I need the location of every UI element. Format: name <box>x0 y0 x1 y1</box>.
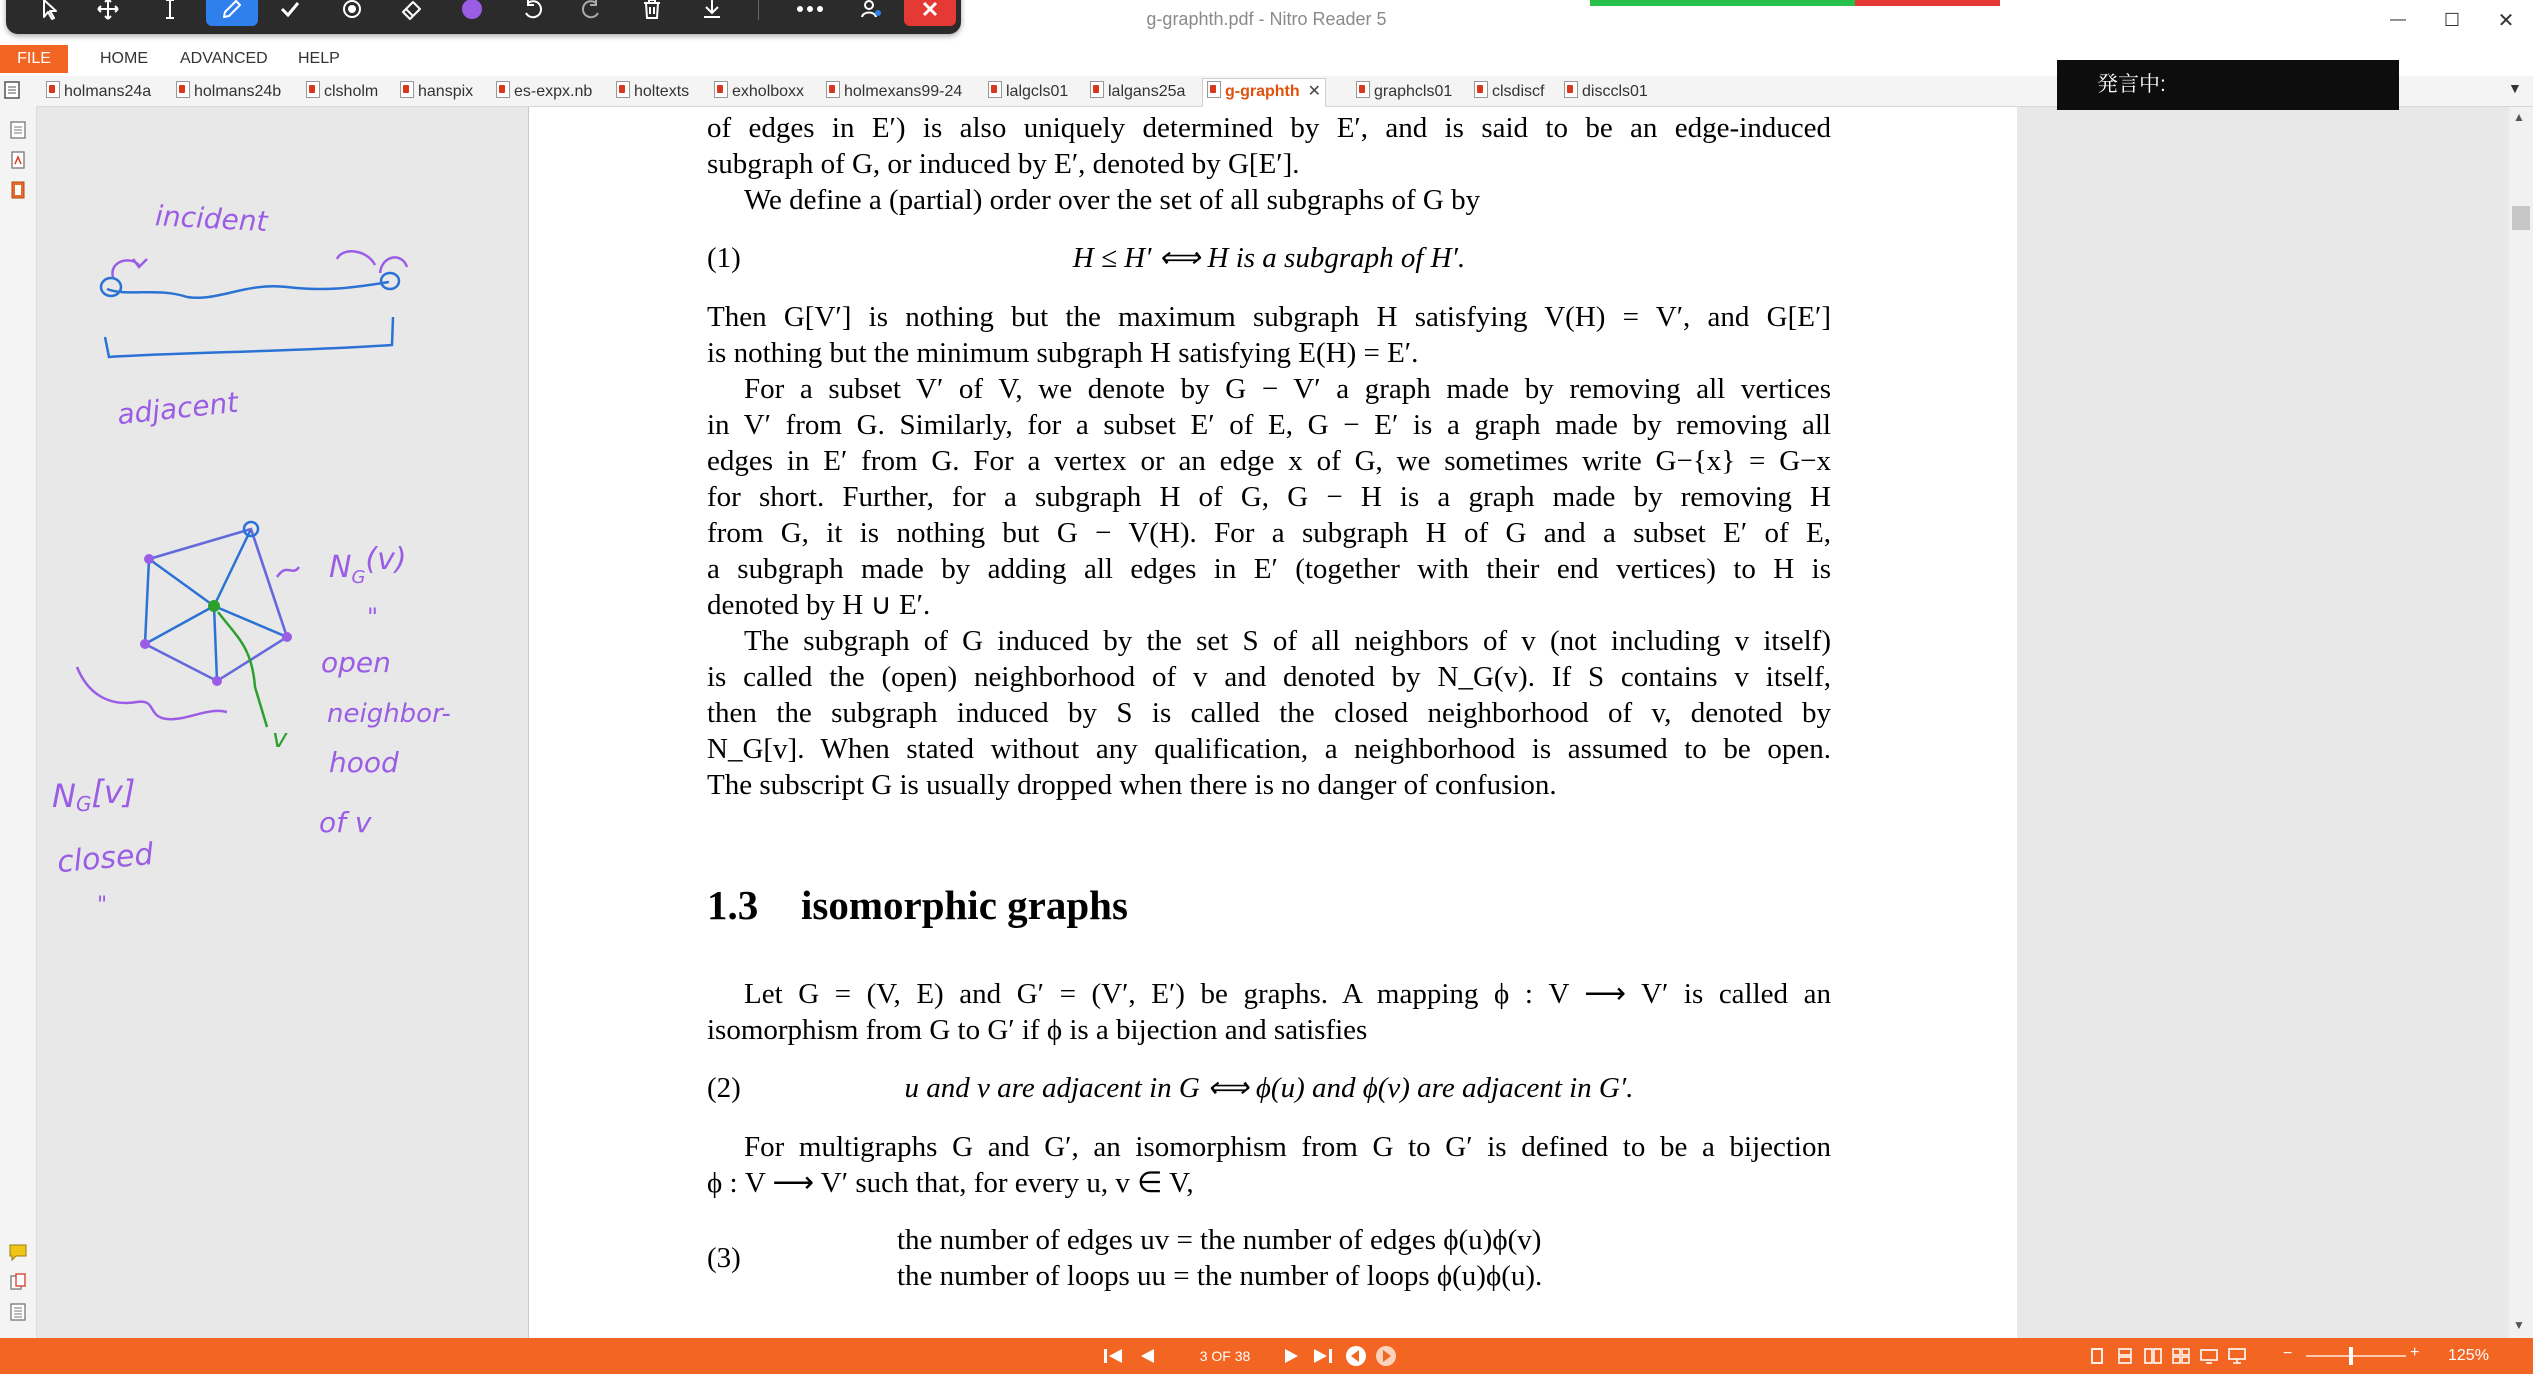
text-line: The subscript G is usually dropped when there is no danger of confusion. <box>707 769 1557 801</box>
workspace-right <box>2017 107 2509 1338</box>
ink-vertex-left <box>101 278 121 296</box>
ink-incident-arrow-left <box>112 259 147 277</box>
ink-annotations <box>37 107 528 1007</box>
text-line: For multigraphs G and G′, an isomorphism from G to G′ is defined to be a bijection <box>744 1131 1831 1163</box>
pdf-icon <box>988 81 1002 98</box>
ink-node <box>212 676 222 686</box>
close-window-button[interactable] <box>2474 0 2533 40</box>
ink-label-incident: incident <box>154 199 269 239</box>
single-page-view-icon[interactable] <box>2088 1348 2106 1364</box>
text-cursor-icon <box>160 0 180 21</box>
comments-icon[interactable] <box>8 1242 28 1262</box>
pages-icon[interactable] <box>8 180 28 200</box>
pdf-icon <box>306 81 320 98</box>
ink-node <box>282 632 292 642</box>
vertical-scrollbar[interactable] <box>2509 107 2533 1338</box>
previous-page-button[interactable] <box>1132 1338 1162 1374</box>
settings-icon <box>860 0 884 21</box>
tab-overflow-button[interactable]: ▼ <box>2508 80 2522 96</box>
incident-sketch <box>101 199 407 298</box>
more-options-button[interactable] <box>784 0 836 26</box>
text-line: is called the (open) neighborhood of v and denoted by N_G(v). If S contains v itself, <box>707 661 1831 693</box>
delete-button[interactable] <box>626 0 678 26</box>
close-icon: ✕ <box>2497 9 2515 32</box>
move-tool-button[interactable] <box>82 0 134 26</box>
toolbar-divider <box>758 0 759 20</box>
text-line: Then G[V′] is nothing but the maximum subgraph H satisfying V(H) = V′, and G[E′] <box>707 301 1831 333</box>
redo-button[interactable] <box>566 0 618 26</box>
ink-label-closed: closed <box>55 836 155 881</box>
last-page-button[interactable] <box>1308 1338 1338 1374</box>
ink-label-neighbor: neighbor- <box>327 699 451 729</box>
ink-squiggle <box>277 567 299 577</box>
text-line: subgraph of G, or induced by E′, denoted by G[E′]. <box>707 148 1300 180</box>
adjacent-sketch <box>105 317 393 431</box>
pdf-icon <box>176 81 190 98</box>
pdf-icon <box>46 81 60 98</box>
text-line: from G, it is nothing but G − V(H). For a subgraph H of G and a subset E′ of E, <box>707 517 1831 549</box>
lasso-icon <box>340 0 364 21</box>
page-indicator[interactable]: 3 OF 38 <box>1199 1348 1251 1364</box>
ink-center-node <box>208 600 220 612</box>
last-page-icon <box>1312 1347 1334 1365</box>
text-line: is nothing but the minimum subgraph H satisfying E(H) = E′. <box>707 337 1419 369</box>
full-screen-icon[interactable] <box>2200 1348 2218 1364</box>
zoom-slider[interactable] <box>2306 1355 2406 1357</box>
annotation-toolbar <box>6 0 961 34</box>
equation-body: H ≤ H′ ⟺ H is a subgraph of H′. <box>1072 242 1466 274</box>
eraser-tool-button[interactable] <box>386 0 438 26</box>
pen-icon <box>220 0 244 21</box>
text-line: of edges in E′) is also uniquely determined by E′, and is said to be an edge-induced <box>707 112 1831 144</box>
eraser-icon <box>400 0 424 21</box>
tab-holtexts[interactable]: holtexts <box>616 80 689 104</box>
scroll-up-button[interactable]: ▲ <box>2513 110 2525 124</box>
neighborhood-sketch <box>52 522 451 918</box>
tab-disccls01[interactable]: disccls01 <box>1564 80 1648 104</box>
ink-label-ngv-closed: NG[v] <box>52 773 136 816</box>
download-button[interactable] <box>686 0 738 26</box>
pdf-icon <box>1207 81 1221 98</box>
redo-icon <box>580 0 604 21</box>
pdf-icon <box>714 81 728 98</box>
close-toolbar-button[interactable] <box>904 0 956 26</box>
menu-file[interactable]: FILE <box>0 45 68 73</box>
download-icon <box>700 0 724 21</box>
maximize-icon: ☐ <box>2443 9 2461 30</box>
equation-body: the number of loops uu = the number of loops ϕ(u)ϕ(u). <box>897 1260 1543 1292</box>
equation-number: (1) <box>707 242 741 274</box>
tab-exholboxx[interactable]: exholboxx <box>714 80 804 104</box>
first-page-icon <box>1102 1347 1124 1365</box>
attachments-icon[interactable] <box>8 150 28 170</box>
text-line: then the subgraph induced by S is called the closed neighborhood of v, denoted by <box>707 697 1831 729</box>
section-title: isomorphic graphs <box>801 882 1128 928</box>
select-arrow-icon <box>38 0 62 21</box>
ink-incident-arrow-right <box>337 251 407 273</box>
next-page-button[interactable] <box>1277 1338 1307 1374</box>
pdf-icon <box>1564 81 1578 98</box>
tab-holmans24b[interactable]: holmans24b <box>176 80 281 104</box>
trash-icon <box>640 0 664 21</box>
settings-button[interactable] <box>846 0 898 26</box>
tab-lalgcls01[interactable]: lalgcls01 <box>988 80 1068 104</box>
facing-continuous-view-icon[interactable] <box>2172 1348 2190 1364</box>
ink-label-v: v <box>272 724 288 754</box>
check-icon <box>278 0 302 21</box>
text-line: N_G[v]. When stated without any qualification, a neighborhood is assumed to be open. <box>707 733 1831 765</box>
speaking-badge: 発言中: <box>2057 60 2399 110</box>
new-tab-button[interactable] <box>4 80 20 104</box>
previous-page-icon <box>1138 1347 1156 1365</box>
undo-icon <box>520 0 544 21</box>
ink-ditto: " <box>367 603 379 631</box>
next-view-icon <box>1375 1345 1397 1367</box>
more-dots-icon <box>796 4 824 14</box>
bookmarks-icon[interactable] <box>8 120 28 140</box>
pdf-icon <box>400 81 414 98</box>
document-icon <box>4 81 20 99</box>
ink-edge-curve <box>107 282 389 298</box>
lasso-tool-button[interactable] <box>326 0 378 26</box>
previous-view-icon <box>1345 1345 1367 1367</box>
color-picker-button[interactable] <box>446 0 498 26</box>
pdf-icon <box>1356 81 1370 98</box>
zoom-in-button[interactable]: + <box>2410 1344 2420 1361</box>
status-indicator-green <box>1590 0 1855 6</box>
zoom-level[interactable]: 125% <box>2448 1347 2489 1364</box>
ink-label-adjacent: adjacent <box>115 385 240 432</box>
equation-body: u and v are adjacent in G ⟺ ϕ(u) and ϕ(v) are adjacent in G′. <box>904 1072 1634 1104</box>
pdf-icon <box>826 81 840 98</box>
ink-ditto: " <box>97 893 108 918</box>
menu-advanced[interactable]: ADVANCED <box>180 50 268 67</box>
scroll-thumb[interactable] <box>2512 206 2530 230</box>
layers-icon[interactable] <box>8 1302 28 1322</box>
ink-vertex-right <box>381 273 399 289</box>
ink-label-ngv: $N_G(v)$ <box>329 542 407 588</box>
next-page-icon <box>1283 1347 1301 1365</box>
text-line: For a subset V′ of V, we denote by G − V′ a graph made by removing all vertices <box>744 373 1831 405</box>
first-page-button[interactable] <box>1098 1338 1128 1374</box>
ink-node <box>140 639 150 649</box>
check-tool-button[interactable] <box>264 0 316 26</box>
next-view-button[interactable] <box>1372 1338 1400 1374</box>
close-tab-button[interactable]: ✕ <box>1307 83 1322 100</box>
ink-label-open: open <box>321 646 391 679</box>
ink-v-pointer <box>218 612 267 727</box>
undo-button[interactable] <box>506 0 558 26</box>
pdf-icon <box>1474 81 1488 98</box>
text-line: The subgraph of G induced by the set S of all neighbors of v (not including v itself) <box>744 625 1831 657</box>
pdf-icon <box>1090 81 1104 98</box>
text-line: Let G = (V, E) and G′ = (V′, E′) be graphs. A mapping ϕ : V ⟶ V′ is called an <box>744 978 1831 1010</box>
text-line: ϕ : V ⟶ V′ such that, for every u, v ∈ V, <box>707 1167 1194 1199</box>
text-line: isomorphism from G to G′ if ϕ is a bijection and satisfies <box>707 1014 1368 1046</box>
tab-holmans24a[interactable]: holmans24a <box>46 80 151 104</box>
status-bar <box>0 1338 2533 1374</box>
ink-adjacent-bracket <box>105 317 393 357</box>
text-line: in V′ from G. Similarly, for a subset E′ of E, G − E′ is a graph made by removing all <box>707 409 1831 441</box>
output-icon[interactable] <box>8 1272 28 1292</box>
color-swatch-icon <box>460 0 484 21</box>
ink-label-of-v: of v <box>319 806 372 839</box>
tab-graphcls01[interactable]: graphcls01 <box>1356 80 1452 104</box>
section-heading <box>707 880 1128 930</box>
minimize-icon: — <box>2390 11 2406 28</box>
tab-clsdiscf[interactable]: clsdiscf <box>1474 80 1544 104</box>
tab-g-graphth[interactable]: g-graphth ✕ <box>1202 78 1326 107</box>
move-icon <box>96 0 120 21</box>
select-tool-button[interactable] <box>24 0 76 26</box>
text-line: a subgraph made by adding all edges in E′ (together with their end vertices) to H is <box>707 553 1831 585</box>
presentation-view-icon[interactable] <box>2228 1348 2246 1364</box>
tab-holmexans99-24[interactable]: holmexans99-24 <box>826 80 962 104</box>
text-line: We define a (partial) order over the set of all subgraphs of G by <box>744 184 1481 216</box>
zoom-out-button[interactable]: − <box>2283 1345 2293 1362</box>
facing-view-icon[interactable] <box>2144 1348 2162 1364</box>
pdf-icon <box>496 81 510 98</box>
menu-help[interactable]: HELP <box>298 50 340 67</box>
equation-body: the number of edges uv = the number of edges ϕ(u)ϕ(v) <box>897 1224 1542 1256</box>
tab-clsholm[interactable]: clsholm <box>306 80 378 104</box>
tab-lalgans25a[interactable]: lalgans25a <box>1090 80 1185 104</box>
text-line: edges in E′ from G. For a vertex or an edge x of G, we sometimes write G−{x} = G−x <box>707 445 1831 477</box>
previous-view-button[interactable] <box>1342 1338 1370 1374</box>
ink-label-hood: hood <box>329 746 399 779</box>
continuous-view-icon[interactable] <box>2116 1348 2134 1364</box>
text-tool-button[interactable] <box>144 0 196 26</box>
ink-node <box>144 554 154 564</box>
tab-es-expx[interactable]: es-expx.nb <box>496 80 592 104</box>
text-line: for short. Further, for a subgraph H of G, G − H is a graph made by removing H <box>707 481 1831 513</box>
window-title: g-graphth.pdf - Nitro Reader 5 <box>1146 9 1387 29</box>
section-number: 1.3 <box>707 882 759 928</box>
equation-number: (3) <box>707 1242 741 1274</box>
equation-number: (2) <box>707 1072 741 1104</box>
pdf-icon <box>616 81 630 98</box>
pen-tool-button[interactable] <box>206 0 258 26</box>
menu-home[interactable]: HOME <box>100 50 148 67</box>
scroll-down-button[interactable]: ▼ <box>2513 1318 2525 1332</box>
tab-hanspix[interactable]: hanspix <box>400 80 473 104</box>
left-rail <box>0 106 37 1338</box>
close-icon <box>920 0 940 19</box>
status-indicator-red <box>1855 0 2000 6</box>
text-line: denoted by H ∪ E′. <box>707 589 931 621</box>
zoom-slider-thumb[interactable] <box>2349 1347 2353 1365</box>
